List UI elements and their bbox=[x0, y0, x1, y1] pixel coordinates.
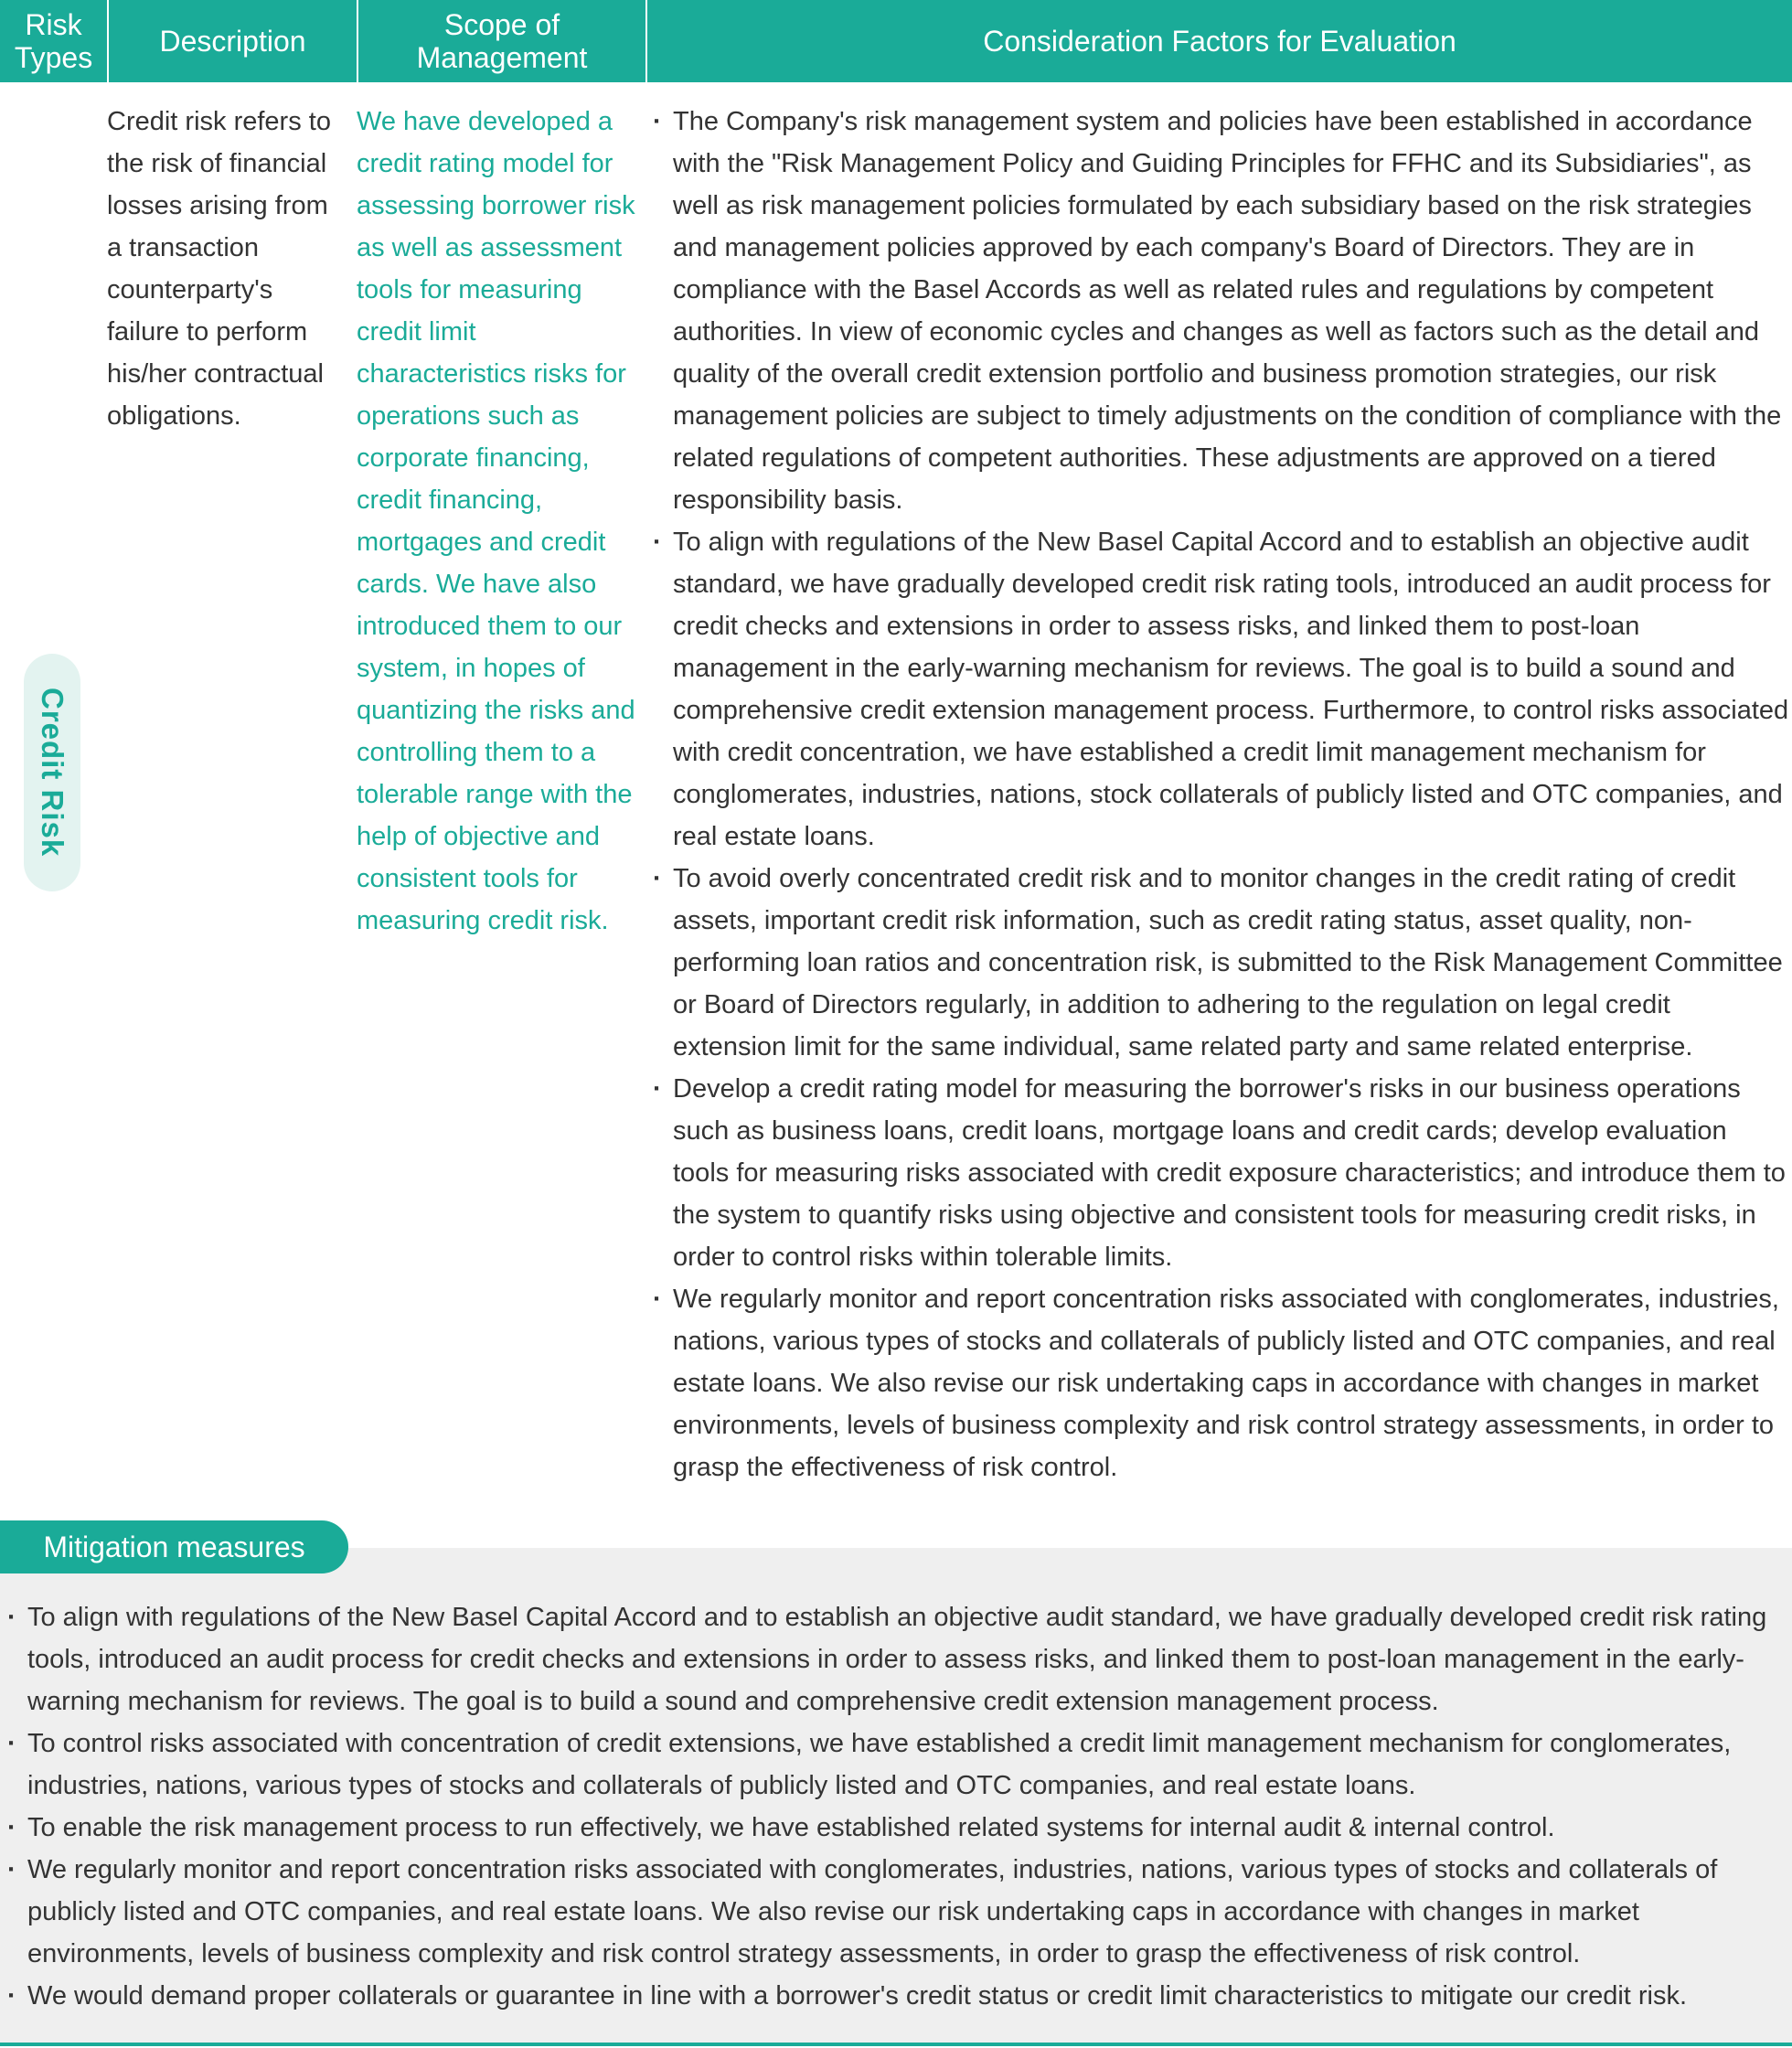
risk-type-badge bbox=[24, 654, 80, 891]
mitigation-title: Mitigation measures bbox=[0, 1520, 348, 1573]
risk-description: Credit risk refers to the risk of financial losses arising from a transaction counterparty's failure to perform his/her contractual obligations. bbox=[107, 107, 331, 431]
risk-scope: We have developed a credit rating model for assessing borrower risk as well as assessment tools for measuring credit limit characteristics risks for operations such as corporate financing, credit financing, mortgages and credit cards. We have also introduced them to our system, in hopes of quantizing the risks and controlling them to a tolerable range with the help of objective and consistent tools for measuring credit risk. bbox=[357, 107, 635, 935]
header-description: Description bbox=[107, 0, 357, 82]
mitigation-item: · To control risks associated with concentration of credit extensions, we have established a credit limit management mechanism for conglomerates, industries, nations, various types of stocks and collaterals of publicly listed and OTC companies, and real estate loans. bbox=[5, 1723, 1788, 1807]
factor-item: · To align with regulations of the New Basel Capital Accord and to establish an objective audit standard, we have gradually developed credit risk rating tools, introduced an audit process for credit checks and extensions in order to assess risks, and linked them to post-loan management in the early-warning mechanism for reviews. The goal is to build a sound and comprehensive credit extension management process. Furthermore, to control risks associated with credit concentration, we have established a credit limit management mechanism for conglomerates, industries, nations, stock collaterals of publicly listed and OTC companies, and real estate loans. bbox=[651, 521, 1789, 858]
risk-type-label: Credit Risk bbox=[36, 688, 69, 858]
factors-list bbox=[651, 101, 1789, 1488]
header-factors: Consideration Factors for Evaluation bbox=[645, 0, 1792, 82]
factor-item: · Develop a credit rating model for measuring the borrower's risks in our business operations such as business loans, credit loans, mortgage loans and credit cards; develop evaluation tools for measuring risks associated with credit exposure characteristics; and introduce them to the system to quantify risks using objective and consistent tools for measuring credit risks, in order to control risks within tolerable limits. bbox=[651, 1068, 1789, 1278]
factor-item: · The Company's risk management system and policies have been established in accordance with the "Risk Management Policy and Guiding Principles for FFHC and its Subsidiaries", as well as risk management policies formulated by each subsidiary based on the risk strategies and management policies approved by each company's Board of Directors. They are in compliance with the Basel Accords as well as related rules and regulations by competent authorities. In view of economic cycles and changes as well as factors such as the detail and quality of the overall credit extension portfolio and business promotion strategies, our risk management policies are subject to timely adjustments on the condition of compliance with the related regulations of competent authorities. These adjustments are approved on a tiered responsibility basis. bbox=[651, 101, 1789, 521]
mitigation-list bbox=[5, 1596, 1788, 2017]
header-risk-types: Risk Types bbox=[14, 8, 93, 74]
header-scope: Scope of Management bbox=[357, 0, 645, 82]
mitigation-item: · We regularly monitor and report concentration risks associated with conglomerates, industries, nations, various types of stocks and collaterals of publicly listed and OTC companies, and real estate loans. We also revise our risk undertaking caps in accordance with changes in market environments, levels of business complexity and risk control strategy assessments, in order to grasp the effectiveness of risk control. bbox=[5, 1849, 1788, 1975]
table-header bbox=[0, 0, 1792, 82]
factor-item: · We regularly monitor and report concentration risks associated with conglomerates, industries, nations, various types of stocks and collaterals of publicly listed and OTC companies, and real estate loans. We also revise our risk undertaking caps in accordance with changes in market environments, levels of business complexity and risk control strategy assessments, in order to grasp the effectiveness of risk control. bbox=[651, 1278, 1789, 1488]
mitigation-item: · To align with regulations of the New Basel Capital Accord and to establish an objective audit standard, we have gradually developed credit risk rating tools, introduced an audit process for credit checks and extensions in order to assess risks, and linked them to post-loan management in the early-warning mechanism for reviews. The goal is to build a sound and comprehensive credit extension management process. bbox=[5, 1596, 1788, 1723]
factor-item: · To avoid overly concentrated credit risk and to monitor changes in the credit rating of credit assets, important credit risk information, such as credit rating status, asset quality, non-performing loan ratios and concentration risk, is submitted to the Risk Management Committee or Board of Directors regularly, in addition to adhering to the regulation on legal credit extension limit for the same individual, same related party and same related enterprise. bbox=[651, 858, 1789, 1068]
bottom-divider bbox=[0, 2043, 1792, 2046]
mitigation-item: · To enable the risk management process to run effectively, we have established related systems for internal audit & internal control. bbox=[5, 1807, 1788, 1849]
mitigation-item: · We would demand proper collaterals or guarantee in line with a borrower's credit status or credit limit characteristics to mitigate our credit risk. bbox=[5, 1975, 1788, 2017]
